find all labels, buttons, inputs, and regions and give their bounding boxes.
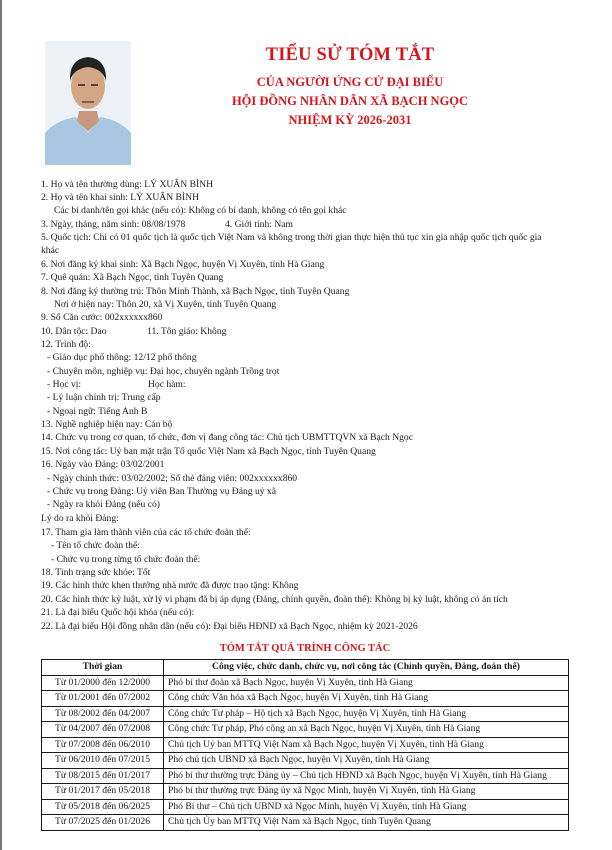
row-description: Công chức Tư pháp, Phó công an xã Bạch Ngọc, huyện Vị Xuyên, tỉnh Hà Giang [164,722,569,738]
row-description: Công chức Văn hóa xã Bạch Ngọc, huyện Vị Xuyên, tỉnh Hà Giang [164,691,569,707]
row-period: Từ 04/2007 đến 07/2008 [42,722,164,738]
field-awards: 19. Các hình thức khen thưởng nhà nước đã được trao tặng: Không [41,580,299,591]
row-period: Từ 08/2002 đến 04/2007 [42,706,164,722]
field-peoples-council: 22. Là đại biểu Hội đồng nhân dân (nếu có): Đại biểu HĐND xã Bạch Ngọc, nhiệm kỳ 2021-2026 [41,621,418,632]
table-row [42,768,569,784]
field-national-assembly: 21. Là đại biểu Quốc hội khóa (nếu có): [41,607,195,618]
row-period: Từ 06/2010 đến 07/2015 [42,753,164,769]
field-occupation: 13. Nghề nghiệp hiện nay: Cán bộ [41,419,173,430]
row-description: Phó bí thư thường trực Đảng ủy – Chủ tịch HĐND xã Bạch Ngọc, huyện Vị Xuyên, tỉnh Hà Giang [164,768,569,784]
table-row [42,706,569,722]
row-period: Từ 07/2008 đến 06/2010 [42,737,164,753]
field-birth-date: 3. Ngày, tháng, năm sinh: 08/08/1978 [41,219,186,230]
field-nationality-cont: khác [41,245,60,256]
work-history-table [41,659,569,831]
field-birth-registration: 6. Nơi đăng ký khai sinh: Xã Bạch Ngọc, huyện Vị Xuyên, tỉnh Hà Giang [41,259,325,270]
field-general-education: - Giáo dục phổ thông: 12/12 phổ thông [47,352,197,363]
field-permanent-residence: 8. Nơi đăng ký thường trú: Thôn Minh Thành, xã Bạch Ngọc, tỉnh Tuyên Quang [41,286,350,297]
document-term: NHIỆM KỲ 2026-2031 [288,113,412,127]
field-degree: - Học vị: [47,379,82,390]
field-organizations: 17. Tham gia làm thành viên của các tổ chức đoàn thể: [41,527,251,538]
row-period: Từ 01/2000 đến 12/2000 [42,675,164,691]
row-description: Phó chủ tịch UBND xã Bạch Ngọc, huyện Vị Xuyên, tỉnh Hà Giang [164,753,569,769]
document-title: TIỂU SỬ TÓM TẮT [265,45,435,65]
row-description: Phó bí thư thường trực Đảng ủy xã Ngọc Minh, huyện Vị Xuyên, tỉnh Hà Giang [164,784,569,800]
field-party-leave-reason: Lý do ra khỏi Đảng: [41,513,119,524]
table-row [42,753,569,769]
table-row [42,722,569,738]
table-row [42,799,569,815]
field-party-position: - Chức vụ trong Đảng: Uỷ viên Ban Thường vụ Đảng uỷ xã [47,486,276,497]
row-description: Phó Bí thư – Chủ tịch UBND xã Ngọc Minh, huyện Vị Xuyên, tỉnh Hà Giang [164,799,569,815]
table-row [42,737,569,753]
field-party-join-date: 16. Ngày vào Đảng: 03/02/2001 [41,459,165,470]
table-row [42,691,569,707]
field-health: 18. Tình trạng sức khỏe: Tốt [41,567,151,578]
field-workplace: 15. Nơi công tác: Uỷ ban mặt trận Tổ quốc Việt Nam xã Bạch Ngọc, tỉnh Tuyên Quang [41,446,376,457]
table-header-row [42,660,569,676]
field-id-number: 9. Số Căn cước: 002xxxxxx860 [41,312,163,323]
field-party-official-date: - Ngày chính thức: 03/02/2002; Số thẻ đảng viên: 002xxxxxx860 [47,473,298,484]
field-gender: 4. Giới tính: Nam [225,219,293,230]
field-hometown: 7. Quê quán: Xã Bạch Ngọc, tỉnh Tuyên Quang [41,272,224,283]
header-period: Thời gian [42,660,164,676]
row-description: Công chức Tư pháp – Hộ tịch xã Bạch Ngọc, huyện Vị Xuyên, tỉnh Hà Giang [164,706,569,722]
table-row [42,784,569,800]
field-nationality: 5. Quốc tịch: Chỉ có 01 quốc tịch là quốc tịch Việt Nam và không trong thời gian thực hiện thủ tục xin gia nhập quốc tịch quốc gia [41,232,542,243]
row-description: Phó bí thư đoàn xã Bạch Ngọc, huyện Vị Xuyên, tỉnh Hà Giang [164,675,569,691]
field-discipline: 20. Các hình thức kỷ luật, xử lý vi phạm đã bị áp dụng (Đảng, chính quyền, đoàn thể): Không bị kỷ luật, không có án tích [41,594,508,605]
field-political-theory: - Lý luận chính trị: Trung cấp [47,392,161,403]
table-row [42,815,569,831]
row-period: Từ 05/2018 đến 06/2025 [42,799,164,815]
row-period: Từ 01/2017 đến 05/2018 [42,784,164,800]
work-history-title: TÓM TẮT QUÁ TRÌNH CÔNG TÁC [219,643,391,654]
document-subtitle-1: CỦA NGƯỜI ỨNG CỬ ĐẠI BIỂU [256,75,444,89]
field-ethnicity: 10. Dân tộc: Dao [41,326,107,337]
field-education-heading: 12. Trình độ: [41,339,91,350]
field-specialization: - Chuyên môn, nghiệp vụ: Đại học, chuyên ngành Trồng trọt [47,366,280,377]
field-organization-position: - Chức vụ trong từng tổ chức đoàn thể: [51,554,201,565]
field-religion: 11. Tôn giáo: Không [147,326,227,337]
table-row [42,675,569,691]
row-description: Chủ tịch Uỷ ban MTTQ Việt Nam xã Bạch Ngọc, huyện Vị Xuyên, tỉnh Hà Giang [164,737,569,753]
portrait-photo-icon [45,41,131,165]
field-common-name: 1. Họ và tên thường dùng: LÝ XUÂN BÌNH [41,179,214,190]
header-description: Công việc, chức danh, chức vụ, nơi công tác (Chính quyền, Đảng, đoàn thể) [164,660,569,676]
row-period: Từ 07/2025 đến 01/2026 [42,815,164,831]
row-period: Từ 01/2001 đến 07/2002 [42,691,164,707]
document-subtitle-2: HỘI ĐỒNG NHÂN DÂN XÃ BẠCH NGỌC [231,94,469,108]
page-edge-divider [0,0,2,850]
field-organization-name: - Tên tổ chức đoàn thể: [51,540,140,551]
field-current-residence: Nơi ở hiện nay: Thôn 20, xã Vị Xuyên, tỉnh Tuyên Quang [54,299,277,310]
portrait-photo [45,41,131,165]
field-current-position: 14. Chức vụ trong cơ quan, tổ chức, đơn vị đang công tác: Chủ tịch UBMTTQVN xã Bạch Ngọc [41,432,413,443]
field-party-leave-date: - Ngày ra khỏi Đảng (nếu có) [47,499,160,510]
field-foreign-language: - Ngoại ngữ: Tiếng Anh B [47,406,148,417]
row-period: Từ 08/2015 đến 01/2017 [42,768,164,784]
field-aliases: Các bí danh/tên gọi khác (nếu có): Không có bí danh, không có tên gọi khác [54,205,347,216]
field-birth-name: 2. Họ và tên khai sinh: LÝ XUÂN BÌNH [41,192,200,203]
row-description: Chủ tịch Ủy ban MTTQ Việt Nam xã Bạch Ngọc, tỉnh Tuyên Quang [164,815,569,831]
field-academic-title: Học hàm: [148,379,186,390]
